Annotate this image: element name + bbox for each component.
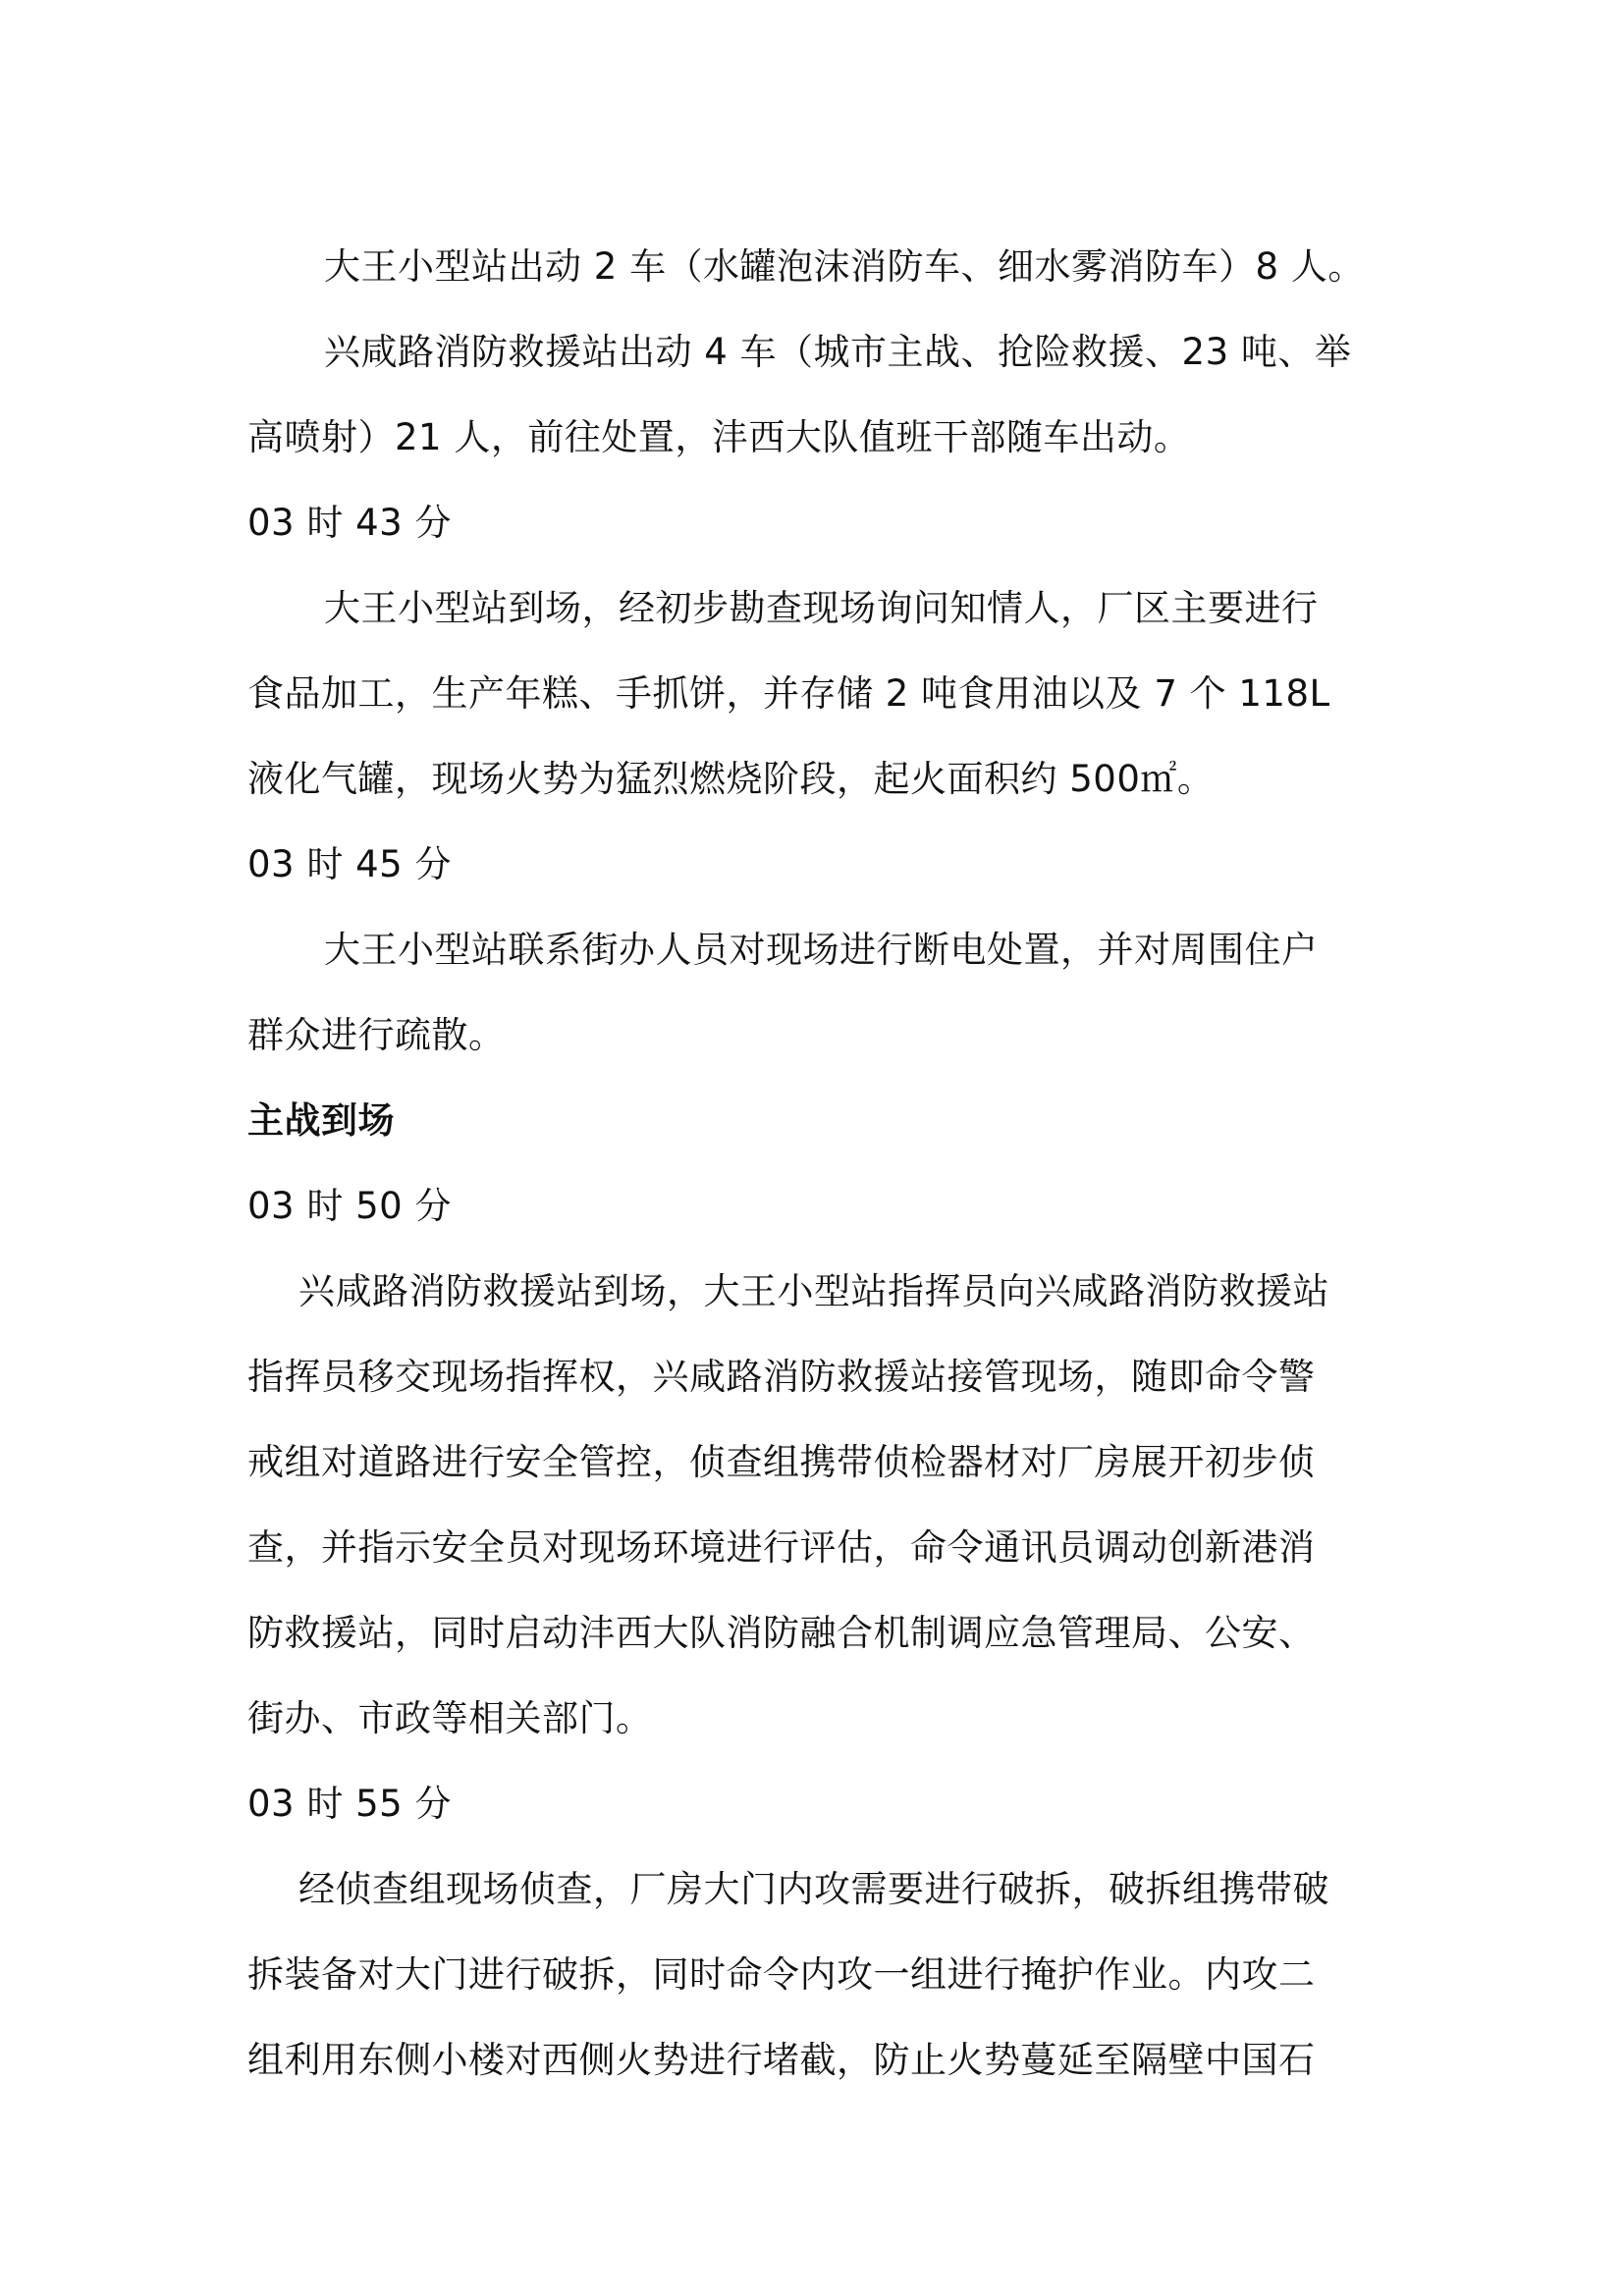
timestamp: 03 时 43 分 [247, 502, 452, 544]
timestamp: 03 时 50 分 [247, 1185, 452, 1227]
paragraph-line: 大王小型站出动 2 车（水罐泡沫消防车、细水雾消防车）8 人。 [324, 245, 1365, 288]
paragraph-line: 经侦查组现场侦查，厂房大门内攻需要进行破拆，破拆组携带破 [298, 1868, 1329, 1910]
paragraph-line: 大王小型站联系街办人员对现场进行断电处置，并对周围住户 [324, 929, 1319, 971]
paragraph-line: 液化气罐，现场火势为猛烈燃烧阶段，起火面积约 500㎡。 [247, 758, 1215, 800]
timestamp: 03 时 55 分 [247, 1783, 452, 1825]
paragraph-line: 组利用东侧小楼对西侧火势进行堵截，防止火势蔓延至隔壁中国石 [247, 2039, 1316, 2081]
paragraph-line: 兴咸路消防救援站出动 4 车（城市主战、抢险救援、23 吨、举 [324, 331, 1352, 373]
paragraph-line: 高喷射）21 人，前往处置，沣西大队值班干部随车出动。 [247, 416, 1191, 458]
paragraph-line: 大王小型站到场，经初步勘查现场询问知情人，厂区主要进行 [324, 587, 1319, 629]
section-heading: 主战到场 [247, 1099, 395, 1142]
paragraph-line: 防救援站，同时启动沣西大队消防融合机制调应急管理局、公安、 [247, 1612, 1316, 1654]
paragraph-line: 群众进行疏散。 [247, 1014, 506, 1056]
paragraph-line: 兴咸路消防救援站到场，大王小型站指挥员向兴咸路消防救援站 [298, 1270, 1329, 1312]
timestamp: 03 时 45 分 [247, 843, 452, 885]
paragraph-line: 戒组对道路进行安全管控，侦查组携带侦检器材对厂房展开初步侦 [247, 1441, 1316, 1483]
paragraph-line: 食品加工，生产年糕、手抓饼，并存储 2 吨食用油以及 7 个 118L [247, 672, 1330, 715]
paragraph-line: 街办、市政等相关部门。 [247, 1697, 653, 1739]
paragraph-line: 拆装备对大门进行破拆，同时命令内攻一组进行掩护作业。内攻二 [247, 1953, 1316, 1996]
document-page [247, 224, 1386, 2103]
paragraph-line: 指挥员移交现场指挥权，兴咸路消防救援站接管现场，随即命令警 [247, 1356, 1316, 1398]
paragraph-line: 查，并指示安全员对现场环境进行评估，命令通讯员调动创新港消 [247, 1526, 1316, 1569]
